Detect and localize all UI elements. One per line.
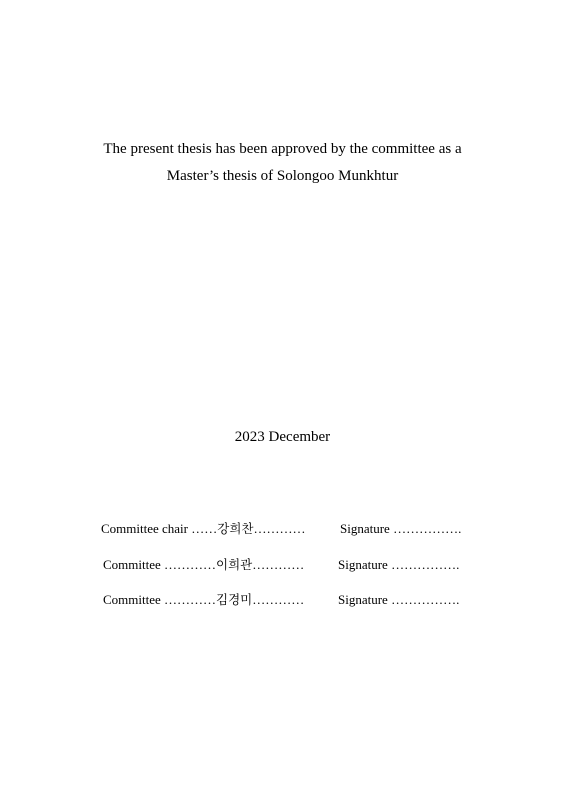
approval-date: 2023 December	[234, 429, 331, 445]
committee-member-entry	[103, 556, 304, 574]
committee-chair-name: 강희찬	[217, 521, 254, 536]
committee-member-signature: Signature …………….	[338, 592, 460, 607]
committee-chair-dots: …………	[253, 521, 306, 536]
approval-line-2: Master’s thesis of Solongoo Munkhtur	[166, 168, 399, 184]
committee-member-dots: …………	[252, 557, 305, 572]
committee-member-signature: Signature …………….	[338, 557, 460, 572]
committee-member-label: Committee …………	[103, 557, 217, 572]
approval-line-1: The present thesis has been approved by the committee as a	[103, 141, 462, 157]
committee-chair-entry	[101, 520, 306, 538]
committee-member-dots: …………	[252, 592, 305, 607]
committee-member-name: 이희관	[216, 557, 253, 572]
approval-statement	[0, 136, 565, 190]
committee-member-entry	[103, 591, 304, 609]
committee-chair-label: Committee chair ……	[101, 521, 218, 536]
committee-member-label: Committee …………	[103, 592, 217, 607]
committee-member-name: 김경미	[216, 592, 253, 607]
committee-chair-signature: Signature …………….	[340, 521, 462, 536]
